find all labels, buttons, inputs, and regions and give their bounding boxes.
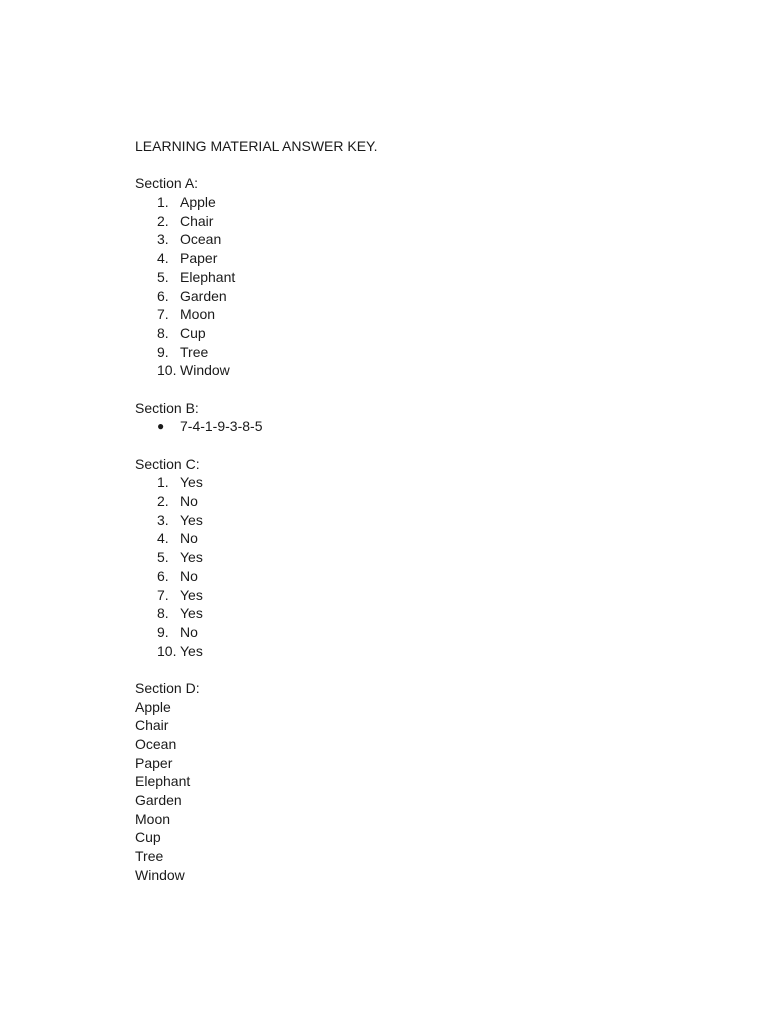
answer-line: Window (135, 866, 185, 883)
list-number: 3. (157, 231, 169, 248)
document-page (135, 137, 695, 885)
section-c (135, 455, 695, 661)
list-item (135, 249, 695, 268)
list-text: Yes (180, 549, 203, 566)
answer-line: Chair (135, 717, 169, 734)
list-item (135, 511, 695, 530)
list-number: 10. (157, 642, 177, 659)
answer-line: Paper (135, 754, 173, 771)
list-item (135, 343, 695, 362)
answer-line: Garden (135, 792, 182, 809)
list-item (135, 548, 695, 567)
list-text: Garden (180, 287, 227, 304)
section-b-heading: Section B: (135, 399, 199, 416)
list-number: 9. (157, 343, 169, 360)
list-text: Yes (180, 511, 203, 528)
answer-line: Ocean (135, 736, 177, 752)
list-text: Yes (180, 474, 203, 491)
section-a-heading: Section A: (135, 175, 199, 192)
list-number: 5. (157, 268, 169, 285)
spacer (135, 156, 695, 175)
list-item (135, 305, 695, 324)
list-number: 2. (157, 493, 169, 510)
list-text: Moon (180, 306, 216, 323)
list-number: 6. (157, 567, 169, 584)
list-item (135, 586, 695, 605)
section-c-list (135, 473, 695, 660)
list-text: Yes (180, 586, 203, 603)
list-text: No (180, 567, 198, 584)
list-number: 1. (157, 194, 169, 211)
list-text: Yes (180, 642, 203, 659)
list-item (135, 473, 695, 492)
list-number: 7. (157, 586, 169, 603)
list-number: 8. (157, 324, 169, 341)
list-number: 2. (157, 212, 169, 229)
list-item (135, 604, 695, 623)
list-item (135, 529, 695, 548)
list-text: Yes (180, 605, 203, 622)
list-number: 5. (157, 549, 169, 566)
list-text: Cup (180, 324, 206, 341)
spacer (135, 660, 695, 679)
list-text: No (180, 493, 198, 510)
list-text: No (180, 530, 198, 547)
answer-line: Elephant (135, 773, 191, 790)
document-title: LEARNING MATERIAL ANSWER KEY. (135, 138, 378, 154)
list-text: Tree (180, 343, 209, 360)
spacer (135, 436, 695, 455)
spacer (135, 380, 695, 399)
list-item (135, 623, 695, 642)
list-number: 9. (157, 623, 169, 640)
list-number: 8. (157, 605, 169, 622)
list-number: 7. (157, 306, 169, 323)
list-item (135, 567, 695, 586)
list-item (135, 492, 695, 511)
list-number: 4. (157, 530, 169, 547)
list-text: No (180, 623, 198, 640)
section-a (135, 174, 695, 380)
list-item (135, 417, 695, 436)
section-d-heading: Section D: (135, 679, 200, 696)
answer-line: Tree (135, 848, 164, 865)
section-c-heading: Section C: (135, 455, 200, 472)
list-text: 7-4-1-9-3-8-5 (180, 418, 263, 435)
answer-line: Apple (135, 698, 171, 715)
list-text: Elephant (180, 268, 236, 285)
list-item (135, 212, 695, 231)
list-item (135, 642, 695, 661)
list-item (135, 268, 695, 287)
list-text: Window (180, 362, 230, 379)
list-text: Apple (180, 194, 216, 211)
list-item (135, 324, 695, 343)
bullet-icon: ● (157, 419, 165, 434)
list-number: 3. (157, 511, 169, 528)
list-item (135, 361, 695, 380)
list-text: Paper (180, 250, 218, 267)
list-number: 4. (157, 250, 169, 267)
list-text: Ocean (180, 231, 222, 248)
section-b (135, 399, 695, 436)
answer-line: Cup (135, 829, 161, 846)
list-number: 1. (157, 474, 169, 491)
list-number: 6. (157, 287, 169, 304)
list-text: Chair (180, 212, 214, 229)
section-d (135, 679, 695, 885)
list-number: 10. (157, 362, 177, 379)
section-a-list (135, 193, 695, 380)
answer-line: Moon (135, 810, 171, 827)
list-item (135, 193, 695, 212)
list-item (135, 230, 695, 249)
list-item (135, 287, 695, 306)
